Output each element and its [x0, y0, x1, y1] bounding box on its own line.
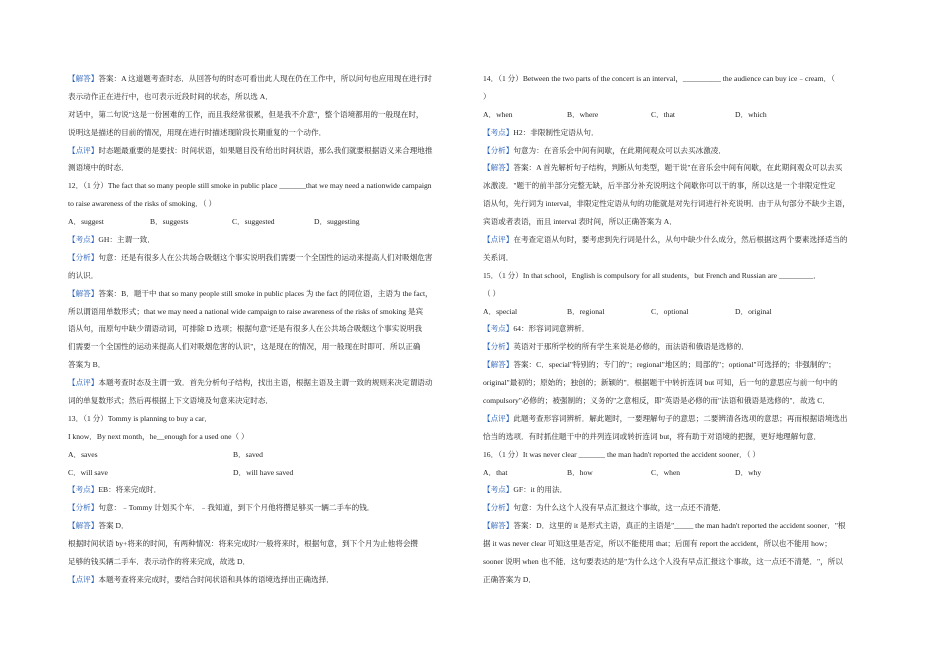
option-a[interactable]: A．suggest: [68, 217, 104, 227]
q11-comment-line: 测语境中的时态．: [68, 163, 129, 173]
q15-kaodian: 【考点】64：形容词词意辨析．: [483, 324, 590, 334]
q15-stem: （ ）: [483, 288, 501, 298]
q12-answer-line: 答案为 B．: [68, 360, 106, 370]
q13-stem: I know．By next month，he__enough for a used one（ ）: [68, 431, 249, 441]
q14-options: [483, 106, 895, 124]
q12-comment-line: 【点评】本题考查时态及主谓一致．首先分析句子结构，找出主语，根据主语及主谓一致的规则来决定谓语动: [68, 378, 433, 388]
q13-stem: 13．（1 分）Tommy is planning to buy a car．: [68, 413, 212, 423]
option-a[interactable]: A．when: [483, 109, 513, 119]
q12-answer-line: 语从句，而原句中缺少谓语动词，可排除 D 选项；根据句意"还是有很多人在公共场合吸烟这个事实说明我: [68, 324, 423, 334]
q14-analysis: 【分析】句意为：在音乐会中间有间歇，在此期间观众可以去买冰激凌．: [483, 145, 726, 155]
kaodian-tag: 【考点】: [68, 485, 99, 495]
analysis-tag: 【分析】: [483, 342, 514, 352]
q15-options: [483, 303, 895, 321]
q13-answer-line: 足够的钱买辆二手车．表示动作的将来完成，故选 D．: [68, 557, 251, 567]
analysis-tag: 【分析】: [68, 252, 99, 262]
comment-tag: 【点评】: [68, 378, 99, 388]
answer-tag: 【解答】: [68, 288, 99, 298]
q12-stem: to raise awareness of the risks of smoking．（ ）: [68, 199, 217, 209]
q14-answer-line: 【解答】答案：A 首先解析句子结构，判断从句类型，题干说"在音乐会中间有间歇，在此期间观众可以去买: [483, 163, 843, 173]
q15-comment-line: 恰当的选项．有时抓住题干中的并列连词或转折连词 but，将有助于对语境的把握，更好地理解句意．: [483, 431, 822, 441]
q14-answer-line: 宾语或者表语，而且 interval 表时间，所以正确答案为 A．: [483, 217, 677, 227]
q11-answer-line: 【解答】答案：A 这道题考查时态．从回答句的时态可看出此人现在仍在工作中，所以问句也应用现在进行时: [68, 74, 432, 83]
analysis-tag: 【分析】: [483, 503, 514, 513]
q14-stem: ）: [483, 91, 491, 101]
kaodian-tag: 【考点】: [483, 324, 514, 334]
option-d[interactable]: D．will have saved: [233, 467, 294, 477]
option-c[interactable]: C．that: [651, 109, 676, 119]
answer-tag: 【解答】: [483, 163, 514, 173]
option-b[interactable]: B．regional: [567, 306, 605, 316]
option-c[interactable]: C．will save: [68, 467, 108, 477]
analysis-tag: 【分析】: [68, 503, 99, 513]
q14-answer-line: 冰激凌．"题干的前半部分完整无缺，后半部分补充说明这个间歇你可以干的事，所以这是一个非限定性定: [483, 181, 836, 191]
q11-answer-line: 对话中，第二句说"这是一份困难的工作，而且我经常很累，但是我不介意"，整个语境都用的一般现在时，: [68, 109, 424, 119]
q11-answer-line: 表示动作正在进行中，也可表示近段时间的状态，所以选 A．: [68, 91, 273, 101]
q16-kaodian: 【考点】GF：it 的用法．: [483, 485, 568, 495]
comment-tag: 【点评】: [483, 235, 514, 245]
option-a[interactable]: A．saves: [68, 449, 98, 459]
option-c[interactable]: C．optional: [651, 306, 689, 316]
q13-options-row1: [68, 446, 473, 464]
option-b[interactable]: B．where: [567, 109, 599, 119]
option-d[interactable]: D．which: [735, 109, 767, 119]
q13-comment: 【点评】本题考查将来完成时，要结合时间状语和具体的语境选择出正确选择．: [68, 574, 334, 584]
q15-stem: 15．（1 分）In that school，English is compulsory for all students，but French and Russian are _________．: [483, 270, 821, 280]
answer-tag: 【解答】: [483, 360, 514, 370]
q15-answer-line: 【解答】答案：C．special"特别的；专门的"；regional"地区的；局部的"；optional"可选择的；非强制的"；: [483, 360, 836, 370]
kaodian-tag: 【考点】: [68, 235, 99, 245]
kaodian-tag: 【考点】: [483, 485, 514, 495]
q11-comment-line: 【点评】时态题最重要的是要找：时间状语，如果题目没有给出时间状语，那么我们就要根据语义来合理地推: [68, 145, 433, 155]
right-column: [483, 70, 895, 589]
q13-kaodian: 【考点】EB：将来完成时．: [68, 485, 162, 495]
q16-analysis: 【分析】句意：为什么这个人没有早点汇报这个事故，这一点还不清楚．: [483, 503, 726, 513]
q16-options: [483, 464, 895, 482]
option-b[interactable]: B．saved: [233, 449, 263, 459]
q14-answer-line: 语从句，先行词为 interval，非限定性定语从句的功能就是对先行词进行补充说明．由于从句部分不缺少主语，: [483, 199, 850, 209]
q15-analysis: 【分析】英语对于那所学校的所有学生来说是必修的，而法语和俄语是选修的．: [483, 342, 749, 352]
q13-options-row2: [68, 464, 473, 482]
option-d[interactable]: D．suggesting: [314, 217, 360, 227]
answer-tag: 【解答】: [68, 521, 99, 531]
q14-stem: 14．（1 分）Between the two parts of the concert is an interval，__________ the audience can buy ice﹣cream．（: [483, 74, 835, 83]
q15-answer-line: compulsory"必修的；被强制的；义务的"之意相反，即"英语是必修的而"法语和俄语是选修的"．故选 C．: [483, 396, 830, 406]
option-c[interactable]: C．when: [651, 467, 681, 477]
q16-answer-line: 正确答案为 D．: [483, 574, 536, 584]
q15-answer-line: original"最初的；原始的；独创的；新颖的"．根据题干中转折连词 but 可知，后一句的意思应与前一句中的: [483, 378, 838, 388]
q16-answer-line: 【解答】答案：D．这里的 it 是形式主语，真正的主语是"_____ the man hadn't reported the accident sooner．"根: [483, 521, 846, 531]
q12-comment-line: 词的单复数形式；然后再根据上下文语境及句意来决定时态．: [68, 396, 274, 406]
q12-kaodian: 【考点】GH：主谓一致．: [68, 235, 155, 245]
q12-answer-line: 们需要一个全国性的运动来提高人们对吸烟危害的认识"，这是现在的情况，用一般现在时即可．所以正确: [68, 342, 421, 352]
option-c[interactable]: C．suggested: [232, 217, 275, 227]
option-d[interactable]: D．original: [735, 306, 772, 316]
option-a[interactable]: A．that: [483, 467, 508, 477]
q12-answer-line: 所以谓语用单数形式；that we may need a national wide campaign to raise awareness of the risks of smoking 是宾: [68, 306, 424, 316]
q13-answer-line: 根据时间状语 by+将来的时间，有两种情况：将来完成时/一般将来时，根据句意，到下个月为止他将会攒: [68, 539, 419, 549]
option-d[interactable]: D．why: [735, 467, 762, 477]
q12-answer-line: 【解答】答案：B．题干中 that so many people still smoke in public places 为 the fact 的同位语，主语为 the fact，: [68, 288, 433, 298]
option-a[interactable]: A．special: [483, 306, 518, 316]
q14-comment-line: 【点评】在考查定语从句时，要考虑到先行词是什么，从句中缺少什么成分，然后根据这两个要素选择适当的: [483, 235, 848, 245]
comment-tag: 【点评】: [483, 413, 514, 423]
q13-answer-line: 【解答】答案 D．: [68, 521, 129, 531]
q16-stem: 16．（1 分）It was never clear _______ the man hadn't reported the accident sooner．（ ）: [483, 449, 760, 459]
kaodian-tag: 【考点】: [483, 127, 514, 137]
q12-analysis-line: 的认识．: [68, 270, 99, 280]
option-b[interactable]: B．suggests: [150, 217, 189, 227]
q11-answer-line: 说明这是描述的目前的情况，用现在进行时描述现阶段长期重复的一个动作．: [68, 127, 327, 137]
q14-kaodian: 【考点】H2：非限制性定语从句．: [483, 127, 599, 137]
q12-options: [68, 213, 473, 231]
comment-tag: 【点评】: [68, 145, 99, 155]
q15-comment-line: 【点评】此题考查形容词辨析．解此题时，一要理解句子的意思；二要辨清各选项的意思；再而根据语境选出: [483, 413, 848, 423]
q12-stem: 12．（1 分）The fact that so many people still smoke in public place _______that we may need a nationwide campaign: [68, 181, 432, 191]
left-column: [68, 70, 473, 589]
q16-answer-line: 据 it was never clear 可知这里是否定，所以不能使用 that；后面有 report the accident，所以也不能用 how；: [483, 539, 832, 549]
q13-analysis: 【分析】句意：﹣Tommy 计划买个车．﹣我知道，到下个月他将攒足够买一辆二手车的钱．: [68, 503, 375, 513]
answer-tag: 【解答】: [68, 74, 99, 83]
q14-comment-line: 关系词．: [483, 252, 514, 262]
q12-analysis-line: 【分析】句意：还是有很多人在公共场合吸烟这个事实说明我们需要一个全国性的运动来提高人们对吸烟危害: [68, 252, 433, 262]
analysis-tag: 【分析】: [483, 145, 514, 155]
option-b[interactable]: B．how: [567, 467, 593, 477]
comment-tag: 【点评】: [68, 574, 99, 584]
answer-tag: 【解答】: [483, 521, 514, 531]
q16-answer-line: sooner 说明 when 也不能．这句要表达的是"为什么这个人没有早点汇报这个事故，这一点还不清楚．"，所以: [483, 557, 843, 567]
